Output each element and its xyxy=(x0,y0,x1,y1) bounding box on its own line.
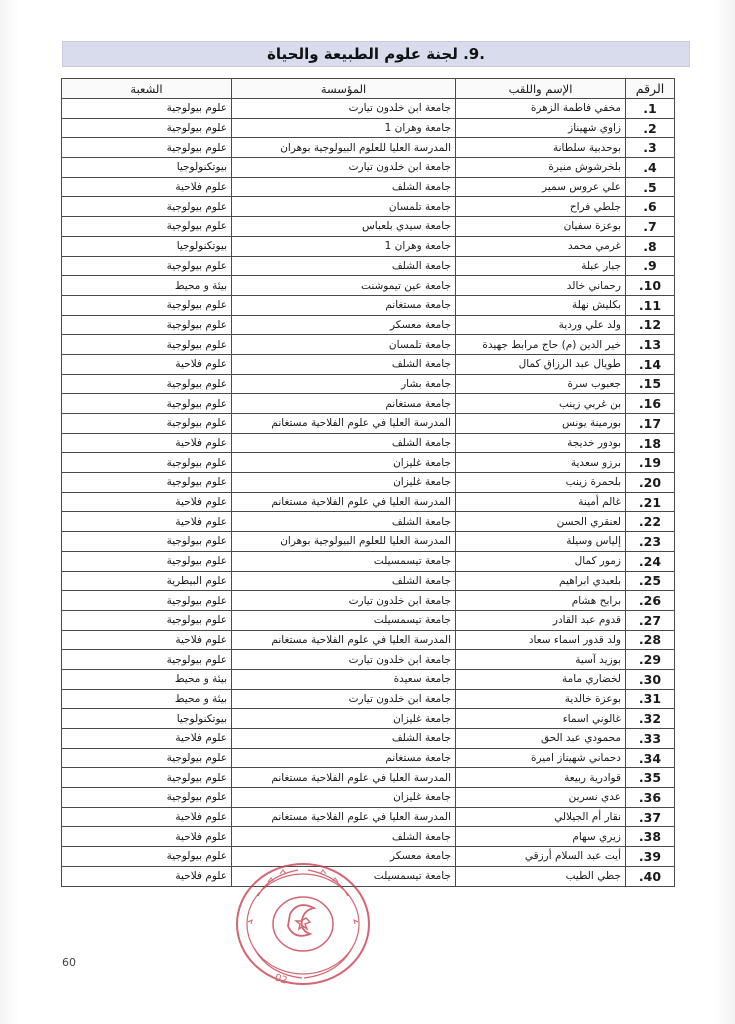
row-number: 33. xyxy=(626,729,675,749)
row-number: 15. xyxy=(626,374,675,394)
row-institution: جامعة وهران 1 xyxy=(232,236,456,256)
table-row xyxy=(62,335,675,355)
table-row xyxy=(62,512,675,532)
row-number: 18. xyxy=(626,433,675,453)
row-number: 4. xyxy=(626,158,675,178)
row-number: 38. xyxy=(626,827,675,847)
header-institution: المؤسسة xyxy=(232,79,456,99)
row-specialty: علوم البيطرية xyxy=(62,571,232,591)
row-name: بن غربي زينب xyxy=(456,394,626,414)
row-specialty: علوم بيولوجية xyxy=(62,335,232,355)
row-name: جعبوب سرة xyxy=(456,374,626,394)
row-specialty: بيئة و محيط xyxy=(62,276,232,296)
row-specialty: علوم بيولوجية xyxy=(62,138,232,158)
row-institution: المدرسة العليا في علوم الفلاحية مستغانم xyxy=(232,492,456,512)
table-row xyxy=(62,236,675,256)
row-number: 17. xyxy=(626,414,675,434)
row-institution: جامعة تيسمسيلت xyxy=(232,610,456,630)
row-number: 9. xyxy=(626,256,675,276)
row-name: إلياس وسيلة xyxy=(456,532,626,552)
row-specialty: علوم بيولوجية xyxy=(62,591,232,611)
row-specialty: علوم بيولوجية xyxy=(62,295,232,315)
row-institution: جامعة الشلف xyxy=(232,354,456,374)
row-name: بوعزة خالدية xyxy=(456,689,626,709)
row-institution: جامعة عين تيموشنت xyxy=(232,276,456,296)
table-row xyxy=(62,748,675,768)
row-specialty: علوم بيولوجية xyxy=(62,414,232,434)
row-specialty: علوم بيولوجية xyxy=(62,610,232,630)
row-name: قدوم عبد القادر xyxy=(456,610,626,630)
row-name: زمور كمال xyxy=(456,551,626,571)
row-specialty: علوم بيولوجية xyxy=(62,847,232,867)
row-specialty: بيوتكنولوجيا xyxy=(62,236,232,256)
table-row xyxy=(62,374,675,394)
row-specialty: بيوتكنولوجيا xyxy=(62,158,232,178)
row-number: 30. xyxy=(626,669,675,689)
row-specialty: علوم فلاحية xyxy=(62,827,232,847)
row-name: جبار عبلة xyxy=(456,256,626,276)
table-row xyxy=(62,138,675,158)
row-number: 35. xyxy=(626,768,675,788)
table-row xyxy=(62,217,675,237)
row-institution: جامعة معسكر xyxy=(232,315,456,335)
row-specialty: علوم فلاحية xyxy=(62,354,232,374)
row-specialty: علوم فلاحية xyxy=(62,729,232,749)
table-row xyxy=(62,354,675,374)
row-number: 22. xyxy=(626,512,675,532)
row-institution: جامعة مستغانم xyxy=(232,295,456,315)
table-body xyxy=(62,99,675,887)
header-specialty: الشعبة xyxy=(62,79,232,99)
row-name: بكليش نهلة xyxy=(456,295,626,315)
row-institution: جامعة ابن خلدون تيارت xyxy=(232,158,456,178)
row-specialty: علوم بيولوجية xyxy=(62,256,232,276)
row-name: أيت عبد السلام أرزقي xyxy=(456,847,626,867)
table-row xyxy=(62,295,675,315)
row-number: 2. xyxy=(626,118,675,138)
stamp-number: 02 xyxy=(273,972,289,987)
row-institution: المدرسة العليا للعلوم البيولوجية بوهران xyxy=(232,532,456,552)
table-row xyxy=(62,453,675,473)
row-number: 40. xyxy=(626,866,675,886)
table-row xyxy=(62,591,675,611)
row-name: جطي الطيب xyxy=(456,866,626,886)
row-name: برزو سعدية xyxy=(456,453,626,473)
committee-title-band xyxy=(62,41,690,67)
row-name: غرمي محمد xyxy=(456,236,626,256)
row-number: 7. xyxy=(626,217,675,237)
members-table xyxy=(61,78,675,887)
table-row xyxy=(62,866,675,886)
row-name: بورمينة يونس xyxy=(456,414,626,434)
table-header-row xyxy=(62,79,675,99)
row-specialty: بيئة و محيط xyxy=(62,689,232,709)
row-institution: المدرسة العليا للعلوم البيولوجية بوهران xyxy=(232,138,456,158)
row-number: 25. xyxy=(626,571,675,591)
row-institution: المدرسة العليا في علوم الفلاحية مستغانم xyxy=(232,768,456,788)
header-name: الإسم واللقب xyxy=(456,79,626,99)
row-number: 12. xyxy=(626,315,675,335)
row-name: بوحدبية سلطانة xyxy=(456,138,626,158)
row-institution: جامعة الشلف xyxy=(232,433,456,453)
table-row xyxy=(62,610,675,630)
row-name: بلخرشوش منيرة xyxy=(456,158,626,178)
row-specialty: علوم فلاحية xyxy=(62,433,232,453)
row-number: 29. xyxy=(626,650,675,670)
row-institution: جامعة تيسمسيلت xyxy=(232,551,456,571)
row-name: عدي نسرين xyxy=(456,788,626,808)
row-specialty: علوم بيولوجية xyxy=(62,748,232,768)
row-institution: المدرسة العليا في علوم الفلاحية مستغانم xyxy=(232,630,456,650)
table-row xyxy=(62,492,675,512)
row-number: 14. xyxy=(626,354,675,374)
row-name: غالوني اسماء xyxy=(456,709,626,729)
row-institution: جامعة ابن خلدون تيارت xyxy=(232,591,456,611)
row-specialty: علوم فلاحية xyxy=(62,492,232,512)
row-name: قوادرية ربيعة xyxy=(456,768,626,788)
table-row xyxy=(62,315,675,335)
row-number: 11. xyxy=(626,295,675,315)
row-specialty: علوم فلاحية xyxy=(62,630,232,650)
table-row xyxy=(62,788,675,808)
table-row xyxy=(62,473,675,493)
row-specialty: علوم بيولوجية xyxy=(62,118,232,138)
row-number: 28. xyxy=(626,630,675,650)
row-name: دحماني شهيناز اميرة xyxy=(456,748,626,768)
row-name: لعنقري الحسن xyxy=(456,512,626,532)
row-institution: جامعة بشار xyxy=(232,374,456,394)
row-specialty: علوم بيولوجية xyxy=(62,453,232,473)
row-specialty: علوم بيولوجية xyxy=(62,768,232,788)
row-name: غالم أمينة xyxy=(456,492,626,512)
row-institution: جامعة الشلف xyxy=(232,571,456,591)
row-name: بلعبدي ابراهيم xyxy=(456,571,626,591)
row-specialty: علوم فلاحية xyxy=(62,177,232,197)
row-institution: المدرسة العليا في علوم الفلاحية مستغانم xyxy=(232,414,456,434)
row-institution: جامعة الشلف xyxy=(232,827,456,847)
row-name: زيري سهام xyxy=(456,827,626,847)
table-row xyxy=(62,433,675,453)
table-row xyxy=(62,158,675,178)
row-institution: جامعة ابن خلدون تيارت xyxy=(232,650,456,670)
row-institution: جامعة غليزان xyxy=(232,473,456,493)
row-institution: جامعة الشلف xyxy=(232,512,456,532)
table-row xyxy=(62,532,675,552)
row-specialty: علوم بيولوجية xyxy=(62,374,232,394)
table-row xyxy=(62,197,675,217)
header-number: الرقم xyxy=(626,79,675,99)
row-institution: المدرسة العليا في علوم الفلاحية مستغانم xyxy=(232,807,456,827)
row-number: 16. xyxy=(626,394,675,414)
page-number: 60 xyxy=(62,956,76,969)
row-institution: جامعة الشلف xyxy=(232,729,456,749)
row-number: 10. xyxy=(626,276,675,296)
row-institution: جامعة ابن خلدون تيارت xyxy=(232,99,456,119)
row-institution: جامعة تلمسان xyxy=(232,197,456,217)
row-name: بوزيد آسية xyxy=(456,650,626,670)
table-row xyxy=(62,630,675,650)
row-specialty: علوم بيولوجية xyxy=(62,197,232,217)
row-number: 36. xyxy=(626,788,675,808)
row-specialty: علوم فلاحية xyxy=(62,866,232,886)
row-number: 6. xyxy=(626,197,675,217)
row-institution: جامعة غليزان xyxy=(232,709,456,729)
row-number: 24. xyxy=(626,551,675,571)
row-number: 39. xyxy=(626,847,675,867)
row-specialty: علوم بيولوجية xyxy=(62,788,232,808)
row-name: ولد قدور اسماء سعاد xyxy=(456,630,626,650)
row-number: 37. xyxy=(626,807,675,827)
row-institution: جامعة وهران 1 xyxy=(232,118,456,138)
table-row xyxy=(62,99,675,119)
row-institution: جامعة تيسمسيلت xyxy=(232,866,456,886)
row-specialty: علوم بيولوجية xyxy=(62,532,232,552)
table-row xyxy=(62,807,675,827)
table-row xyxy=(62,551,675,571)
table-row xyxy=(62,414,675,434)
row-name: بلحمرة زينب xyxy=(456,473,626,493)
row-specialty: علوم فلاحية xyxy=(62,807,232,827)
row-specialty: بيئة و محيط xyxy=(62,669,232,689)
row-institution: جامعة الشلف xyxy=(232,256,456,276)
row-specialty: علوم بيولوجية xyxy=(62,99,232,119)
row-number: 21. xyxy=(626,492,675,512)
row-number: 31. xyxy=(626,689,675,709)
table-row xyxy=(62,276,675,296)
row-institution: جامعة ابن خلدون تيارت xyxy=(232,689,456,709)
table-row xyxy=(62,689,675,709)
row-number: 19. xyxy=(626,453,675,473)
row-specialty: علوم بيولوجية xyxy=(62,551,232,571)
row-name: ولد علي وردية xyxy=(456,315,626,335)
table-row xyxy=(62,709,675,729)
table-row xyxy=(62,177,675,197)
row-name: نقار أم الجيلالي xyxy=(456,807,626,827)
table-row xyxy=(62,650,675,670)
table-row xyxy=(62,256,675,276)
table-row xyxy=(62,847,675,867)
row-name: بوعزة سفيان xyxy=(456,217,626,237)
table-row xyxy=(62,827,675,847)
row-specialty: علوم بيولوجية xyxy=(62,394,232,414)
row-institution: جامعة سعيدة xyxy=(232,669,456,689)
row-specialty: علوم بيولوجية xyxy=(62,473,232,493)
row-institution: جامعة غليزان xyxy=(232,788,456,808)
table-row xyxy=(62,729,675,749)
row-name: مخفي فاطمة الزهرة xyxy=(456,99,626,119)
committee-title: .9. لجنة علوم الطبيعة والحياة xyxy=(267,45,485,63)
table-row xyxy=(62,669,675,689)
row-number: 23. xyxy=(626,532,675,552)
row-institution: جامعة الشلف xyxy=(232,177,456,197)
row-number: 5. xyxy=(626,177,675,197)
row-specialty: علوم بيولوجية xyxy=(62,217,232,237)
row-number: 26. xyxy=(626,591,675,611)
row-institution: جامعة مستغانم xyxy=(232,394,456,414)
row-name: علي عروس سمير xyxy=(456,177,626,197)
row-name: لخضاري مامة xyxy=(456,669,626,689)
row-number: 3. xyxy=(626,138,675,158)
row-name: جلطي فراح xyxy=(456,197,626,217)
row-number: 1. xyxy=(626,99,675,119)
row-number: 32. xyxy=(626,709,675,729)
row-name: خير الدين (م) حاج مرابط جهيدة xyxy=(456,335,626,355)
row-specialty: علوم بيولوجية xyxy=(62,650,232,670)
row-specialty: بيوتكنولوجيا xyxy=(62,709,232,729)
table-row xyxy=(62,571,675,591)
row-name: محمودي عبد الحق xyxy=(456,729,626,749)
row-institution: جامعة غليزان xyxy=(232,453,456,473)
row-name: برابح هشام xyxy=(456,591,626,611)
row-name: زاوي شهيناز xyxy=(456,118,626,138)
row-name: بودور خديجة xyxy=(456,433,626,453)
row-number: 8. xyxy=(626,236,675,256)
row-name: رحماني خالد xyxy=(456,276,626,296)
row-specialty: علوم بيولوجية xyxy=(62,315,232,335)
row-institution: جامعة تلمسان xyxy=(232,335,456,355)
row-specialty: علوم فلاحية xyxy=(62,512,232,532)
row-number: 20. xyxy=(626,473,675,493)
table-row xyxy=(62,768,675,788)
row-number: 34. xyxy=(626,748,675,768)
row-institution: جامعة معسكر xyxy=(232,847,456,867)
row-institution: جامعة مستغانم xyxy=(232,748,456,768)
table-row xyxy=(62,394,675,414)
row-name: طويال عبد الرزاق كمال xyxy=(456,354,626,374)
row-number: 27. xyxy=(626,610,675,630)
row-number: 13. xyxy=(626,335,675,355)
row-institution: جامعة سيدي بلعباس xyxy=(232,217,456,237)
table-row xyxy=(62,118,675,138)
